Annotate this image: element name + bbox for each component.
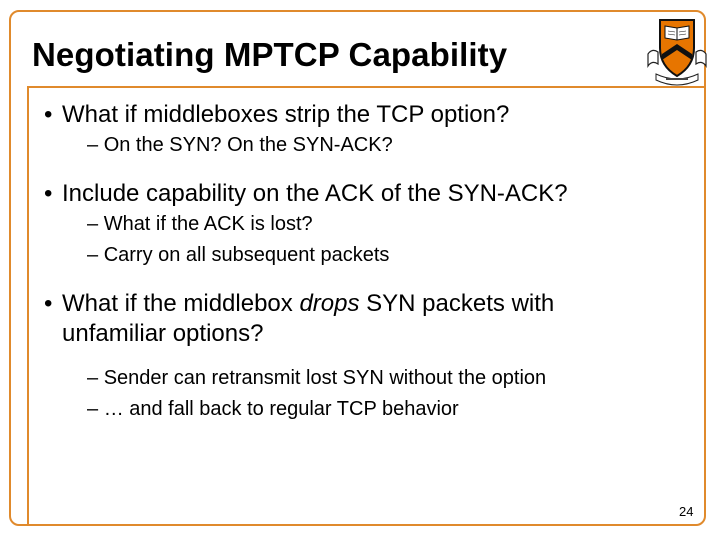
bullet-2-text: Include capability on the ACK of the SYN-ACK? — [62, 180, 568, 207]
bullet-1 — [42, 100, 682, 130]
page-number: 24 — [679, 504, 694, 519]
sub-dash: – — [87, 213, 99, 235]
sub-bullet-2-1 — [42, 209, 682, 240]
sub-dash: – — [87, 398, 99, 420]
bullet-dot: • — [44, 290, 53, 317]
bullet-3-text-after: SYN packets with — [359, 290, 555, 317]
bullet-3 — [42, 289, 682, 349]
sub-dash: – — [87, 367, 99, 389]
sub-bullet-2-1-text: What if the ACK is lost? — [103, 213, 313, 235]
sub-dash: – — [87, 134, 99, 156]
bullet-3-text-before: What if the middlebox — [62, 290, 300, 317]
slide-title: Negotiating MPTCP Capability — [32, 36, 508, 73]
sub-bullet-2-2 — [42, 240, 682, 271]
bullet-1-text: What if middleboxes strip the TCP option? — [62, 101, 510, 128]
sub-bullet-1-1-text: On the SYN? On the SYN-ACK? — [103, 134, 393, 156]
princeton-shield-icon — [646, 14, 708, 86]
title-divider — [27, 86, 706, 88]
bullet-dot: • — [44, 101, 53, 128]
left-divider — [27, 86, 29, 526]
sub-bullet-3-1 — [42, 363, 682, 394]
sub-bullet-3-1-text: Sender can retransmit lost SYN without the option — [103, 367, 547, 389]
slide-body — [42, 100, 682, 425]
bullet-3-emphasis: drops — [299, 290, 360, 317]
sub-bullet-3-2-text: … and fall back to regular TCP behavior — [103, 398, 459, 420]
sub-dash: – — [87, 244, 99, 266]
sub-bullet-1-1 — [42, 130, 682, 161]
bullet-2 — [42, 179, 682, 209]
sub-bullet-2-2-text: Carry on all subsequent packets — [103, 244, 390, 266]
sub-bullet-3-2 — [42, 394, 682, 425]
bullet-3-text-line2: unfamiliar options? — [62, 320, 264, 347]
bullet-dot: • — [44, 180, 53, 207]
